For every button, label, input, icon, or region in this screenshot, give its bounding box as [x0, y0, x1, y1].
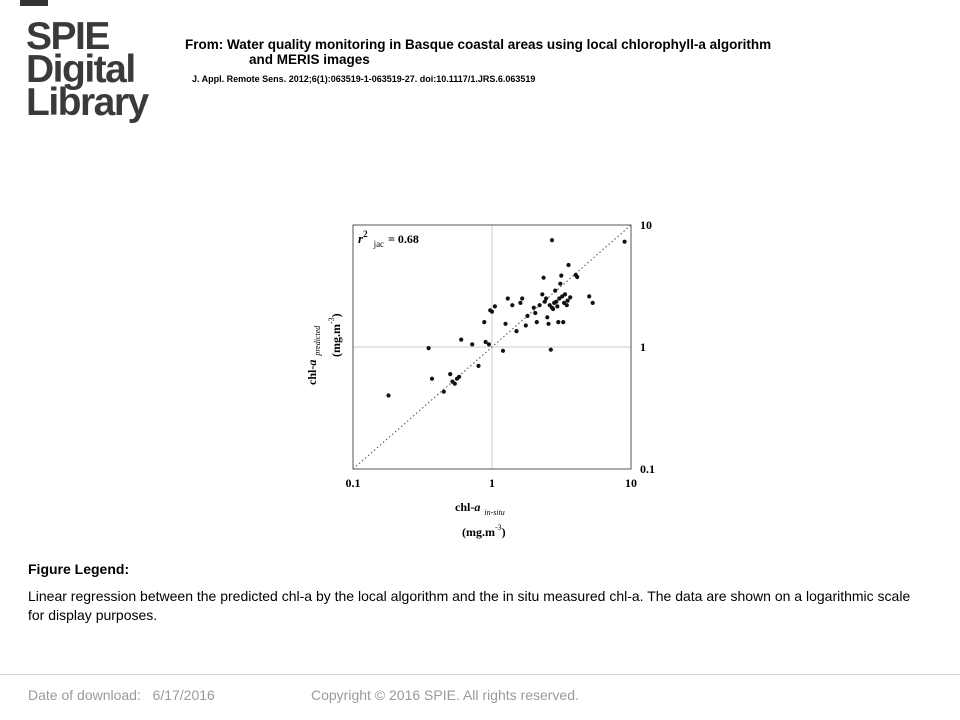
r2-sup: 2 — [363, 229, 368, 239]
data-point — [554, 300, 558, 304]
data-point — [510, 303, 514, 307]
data-point — [542, 276, 546, 280]
data-point — [476, 364, 480, 368]
y-tick-label: 0.1 — [640, 462, 655, 476]
data-point — [453, 382, 457, 386]
data-point — [561, 320, 565, 324]
x-axis-units-sup: -3 — [495, 523, 502, 532]
y-tick-label: 1 — [640, 340, 646, 354]
data-point — [520, 296, 524, 300]
y-axis-units — [327, 313, 343, 357]
data-point — [386, 393, 390, 397]
article-title-line-1: From: Water quality monitoring in Basque coastal areas using local chlorophyll-a algorithm — [185, 37, 772, 52]
download-date — [28, 687, 215, 703]
data-point — [545, 315, 549, 319]
y-axis-label-sub: predicted — [313, 325, 322, 356]
data-point — [587, 294, 591, 298]
y-axis-units-close: ) — [329, 313, 343, 318]
r2-label — [358, 229, 419, 249]
y-axis-label-main: chl- — [305, 365, 319, 385]
corner-mark — [20, 0, 48, 6]
data-point — [556, 320, 560, 324]
data-point — [524, 323, 528, 327]
y-axis-label-group — [305, 313, 343, 385]
data-point — [546, 322, 550, 326]
data-point — [566, 263, 570, 267]
x-axis-units-main: (mg.m — [462, 525, 495, 539]
data-point — [551, 307, 555, 311]
data-point — [487, 342, 491, 346]
r2-r: r — [358, 231, 364, 246]
logo-line-3: Library — [26, 81, 148, 124]
data-point — [591, 301, 595, 305]
x-axis-units-close: ) — [501, 525, 506, 539]
logo-line-2: Digital — [26, 48, 135, 91]
x-tick-label: 1 — [489, 476, 495, 490]
data-point — [503, 322, 507, 326]
data-point — [565, 303, 569, 307]
data-point — [533, 311, 537, 315]
data-point — [555, 304, 559, 308]
download-date-label: Date of download: — [28, 687, 141, 703]
r2-value: = 0.68 — [388, 232, 419, 246]
data-point — [575, 275, 579, 279]
data-point — [457, 375, 461, 379]
r2-sub: jac — [373, 239, 385, 249]
data-point — [623, 240, 627, 244]
data-point — [459, 338, 463, 342]
data-point — [506, 296, 510, 300]
x-axis-label-italic: a — [474, 500, 481, 514]
x-axis-label-sub: in-situ — [484, 508, 505, 517]
figure — [300, 205, 660, 555]
data-point — [470, 342, 474, 346]
x-axis-label — [455, 500, 505, 517]
data-point — [448, 372, 452, 376]
logo-line-1: SPIE — [26, 15, 109, 58]
y-axis-label-italic: a — [305, 359, 319, 366]
x-axis-units — [462, 523, 506, 539]
footer-divider — [0, 674, 960, 675]
data-point — [525, 314, 529, 318]
figure-legend-title: Figure Legend: — [28, 561, 130, 577]
article-title — [185, 37, 905, 67]
data-point — [553, 289, 557, 293]
data-point — [538, 303, 542, 307]
data-point — [540, 292, 544, 296]
spie-digital-library-logo[interactable] — [26, 15, 150, 124]
data-point — [514, 329, 518, 333]
data-point — [532, 306, 536, 310]
figure-legend-text: Linear regression between the predicted chl-a by the local algorithm and the in situ measured chl-a. The data are shown on a logarithmic scale for display purposes. — [28, 588, 911, 623]
data-point — [482, 320, 486, 324]
x-axis-label-main: chl- — [455, 500, 475, 514]
data-point — [493, 304, 497, 308]
article-title-line-2: and MERIS images — [249, 52, 370, 67]
data-point — [430, 377, 434, 381]
y-axis-units-sup: -3 — [327, 317, 336, 324]
data-point — [490, 310, 494, 314]
data-point — [558, 282, 562, 286]
data-point — [442, 390, 446, 394]
data-point — [501, 349, 505, 353]
data-point — [427, 346, 431, 350]
y-tick-label: 10 — [640, 218, 652, 232]
data-point — [518, 301, 522, 305]
download-date-value: 6/17/2016 — [152, 687, 215, 703]
data-point — [568, 295, 572, 299]
copyright: Copyright © 2016 SPIE. All rights reserved. — [311, 687, 579, 703]
data-point — [550, 238, 554, 242]
x-tick-label: 0.1 — [345, 476, 361, 490]
data-point — [544, 296, 548, 300]
scatter-chart — [300, 205, 660, 550]
data-point — [549, 348, 553, 352]
y-axis-label — [305, 325, 322, 385]
citation: J. Appl. Remote Sens. 2012;6(1):063519-1-063519-27. doi:10.1117/1.JRS.6.063519 — [192, 74, 536, 84]
data-point — [559, 274, 563, 278]
y-axis-units-main: (mg.m — [329, 324, 343, 357]
data-point — [563, 292, 567, 296]
x-tick-label: 10 — [625, 476, 637, 490]
data-point — [535, 320, 539, 324]
